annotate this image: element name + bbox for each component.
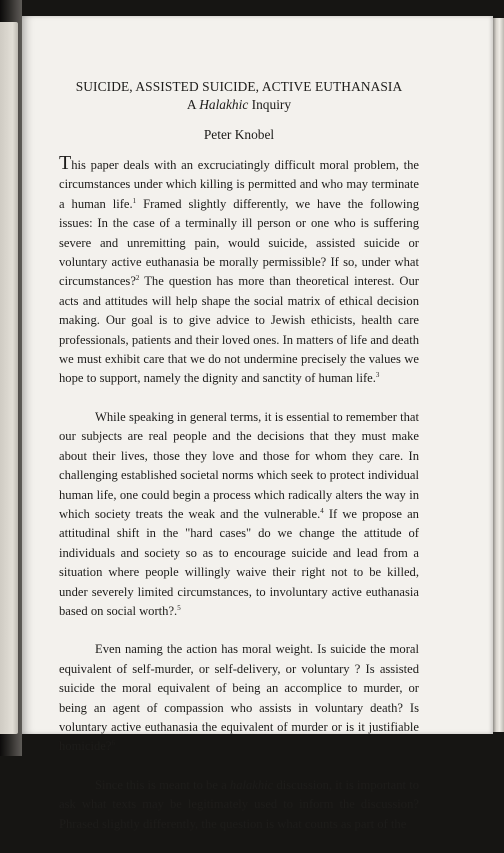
subtitle-rest: Inquiry <box>248 97 292 112</box>
footnote-ref-2: 2 <box>135 274 140 283</box>
p3-sentence-1: Even naming the action has moral weight. Is suicide the moral equivalent of self-murder, or self-delivery, or voluntary ? Is assisted suicide the moral equivalent of being an accomplice to murder, or being an agent of compassion who assists in voluntary death? Is voluntary active euthanasia the equivalent of murder or is it justifiable homicide? <box>59 642 419 754</box>
p1-sentence-3: The question has more than theoretical interest. Our acts and attitudes will help shape the social matrix of ethical decision making. Our goal is to give advice to Jewish ethicists, health care professionals, patients and their loved ones. In matters of life and death we must exhibit care that we do not undermine precisely the values we hope to support, namely the dignity and sanctity of human life. <box>59 274 419 386</box>
subtitle-italic-word: Halakhic <box>199 97 249 112</box>
p1-sentence-2: Framed slightly differently, we have the following issues: In the case of a terminally ill person or one who is suffering severe and unremitting pain, would suicide, assisted suicide or voluntary active euthanasia be morally permissible? If so, under what circumstances? <box>59 196 419 289</box>
paragraph-2 <box>59 408 419 621</box>
p4-sentence-2: discussion, it is important to ask what texts may be legitimately used to inform the discussion? Phrased slightly differently, the question is what counts as part of the <box>59 777 419 831</box>
footnote-ref-4: 4 <box>320 506 324 515</box>
paragraph-3 <box>59 640 419 756</box>
subtitle-article: A <box>186 97 200 112</box>
footnote-ref-3: 3 <box>375 371 380 380</box>
paragraph-1 <box>59 152 419 389</box>
page-edge-right <box>493 18 504 732</box>
article-title: SUICIDE, ASSISTED SUICIDE, ACTIVE EUTHANASIA <box>75 79 403 94</box>
paragraph-4 <box>59 776 419 834</box>
page-text <box>59 78 419 853</box>
p4-sentence-1: Since this is meant to be a <box>95 777 230 792</box>
footnote-ref-6: 6 <box>111 739 115 748</box>
article-subtitle <box>59 96 419 114</box>
footnote-ref-5: 5 <box>177 603 181 612</box>
footnote-ref-1: 1 <box>132 196 137 205</box>
p1-sentence-1: his paper deals with an excruciatingly difficult moral problem, the circumstances under which killing is permitted and who may terminate a human life. <box>59 158 419 211</box>
p2-sentence-2: If we propose an attitudinal shift in the "hard cases" do we change the attitude of individuals and society so as to encourage suicide and lead from a situation where people willingly waive their right not to be killed, under severely limited circumstances, to involuntary active euthanasia based on social worth?. <box>59 506 419 618</box>
left-page-edge <box>0 22 18 734</box>
drop-cap: T <box>59 152 72 174</box>
author-name: Peter Knobel <box>203 127 275 142</box>
p4-italic-word: halakhic <box>229 777 274 792</box>
p2-sentence-1: While speaking in general terms, it is essential to remember that our subjects are real people and the decisions that they must make about their lives, those they love and those for whom they care. In challenging established societal norms which seek to protect individual human life, one could begin a process which radically alters the way in which society treats the weak and the vulnerable. <box>59 409 419 521</box>
